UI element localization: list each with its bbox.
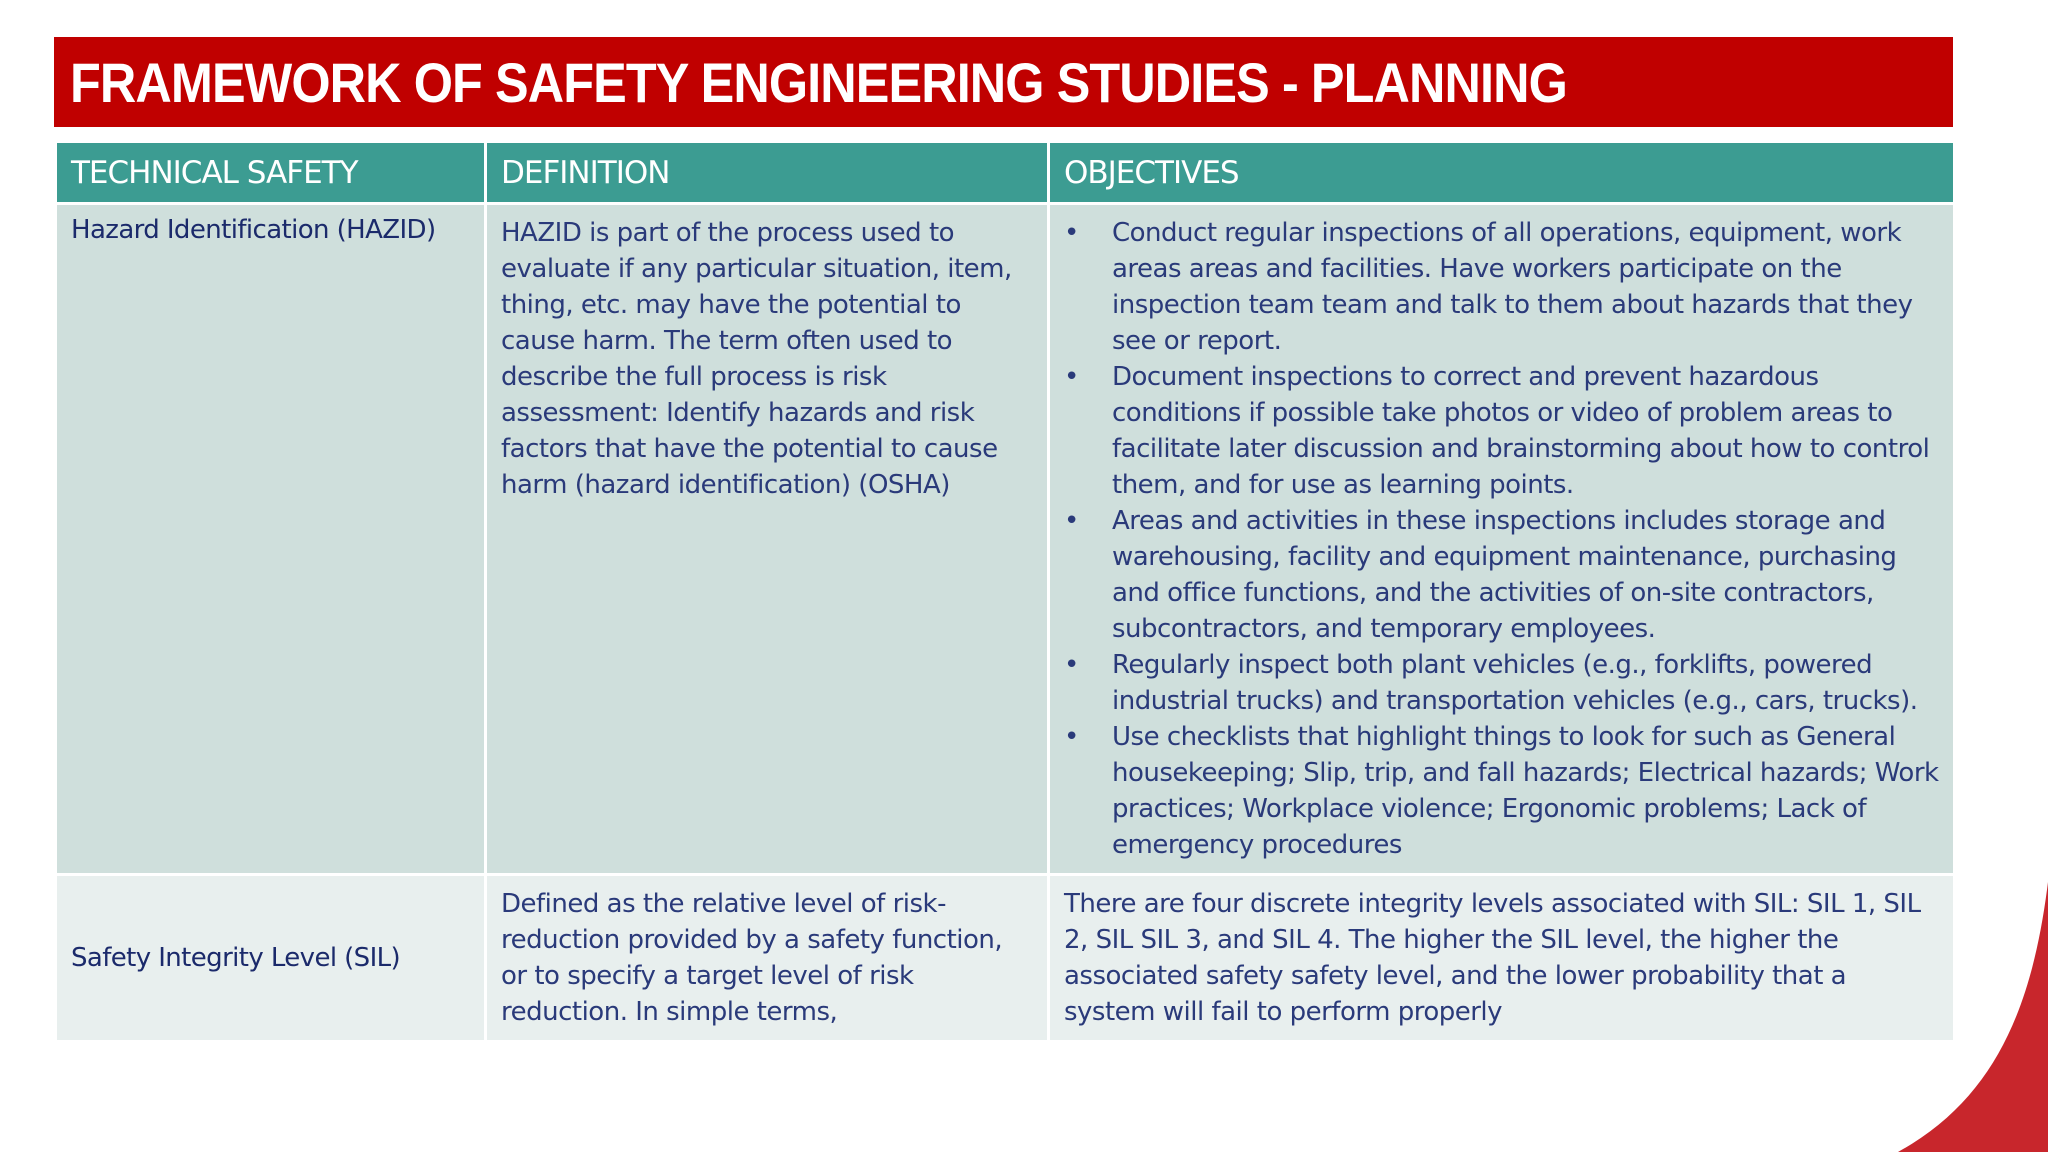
list-item: • Document inspections to correct and prevent hazardous conditions if possible take photos or video of problem areas to facilitate later discussion and brainstorming about how to control them, and for use as learning points. [1064, 359, 1939, 503]
list-item: • Regularly inspect both plant vehicles (e.g., forklifts, powered industrial trucks) and transportation vehicles (e.g., cars, trucks). [1064, 647, 1939, 719]
corner-swoosh-decoration [1828, 882, 2048, 1152]
list-item: • Areas and activities in these inspections includes storage and warehousing, facility and equipment maintenance, purchasing and office functions, and the activities of on-site contractors, subcontractors, and temporary employees. [1064, 503, 1939, 647]
hazid-definition-cell: HAZID is part of the process used to evaluate if any particular situation, item, thing, etc. may have the potential to cause harm. The term often used to describe the full process is risk assessment: Identify hazards and risk factors that have the potential to cause harm (hazard identification) (OSHA) [486, 204, 1049, 875]
swoosh-shape [1898, 882, 2048, 1152]
header-objectives: OBJECTIVES [1049, 142, 1955, 204]
framework-table [54, 140, 1956, 1043]
sil-objectives-cell: There are four discrete integrity levels associated with SIL: SIL 1, SIL 2, SIL SIL 3, and SIL 4. The higher the SIL level, the higher the associated safety safety level, and the lower probability that a system will fail to perform properly [1049, 875, 1955, 1042]
header-technical-safety: TECHNICAL SAFETY [56, 142, 486, 204]
hazid-objectives-list [1064, 215, 1939, 863]
list-item: • Conduct regular inspections of all operations, equipment, work areas areas and facilities. Have workers participate on the inspection team team and talk to them about hazards that they see or report. [1064, 215, 1939, 359]
table-row [56, 204, 1955, 875]
hazid-objectives-cell [1049, 204, 1955, 875]
sil-name-cell: Safety Integrity Level (SIL) [56, 875, 486, 1042]
header-definition: DEFINITION [486, 142, 1049, 204]
hazid-name-cell: Hazard Identification (HAZID) [56, 204, 486, 875]
header-row [56, 142, 1955, 204]
sil-definition-cell: Defined as the relative level of risk-reduction provided by a safety function, or to specify a target level of risk reduction. In simple terms, [486, 875, 1049, 1042]
title-bar [54, 37, 1953, 127]
slide-title: FRAMEWORK OF SAFETY ENGINEERING STUDIES - PLANNING [70, 50, 1567, 114]
list-item: • Use checklists that highlight things to look for such as General housekeeping; Slip, trip, and fall hazards; Electrical hazards; Work practices; Workplace violence; Ergonomic problems; Lack of emergency procedures [1064, 719, 1939, 863]
table-row [56, 875, 1955, 1042]
